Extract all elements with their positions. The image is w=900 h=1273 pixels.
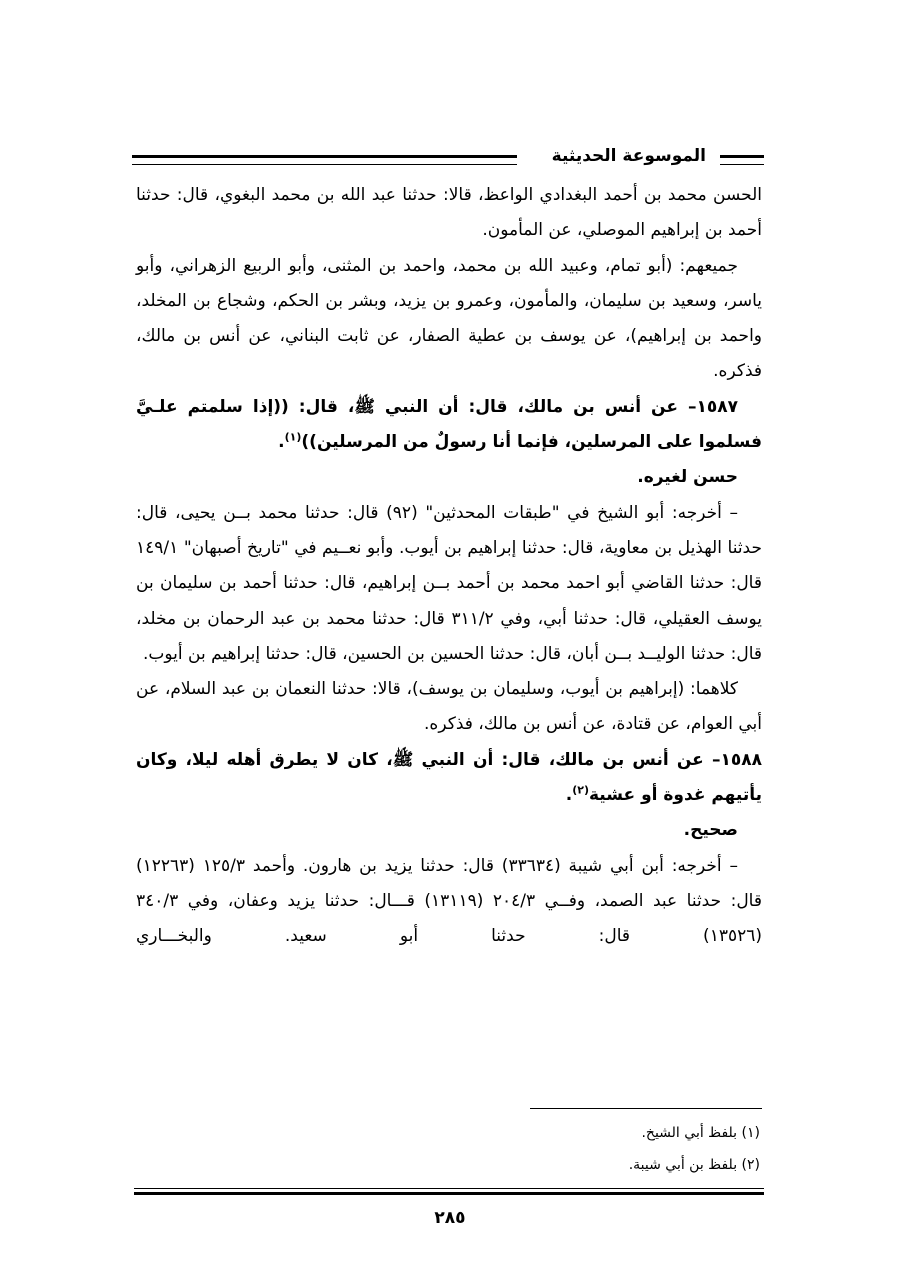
paragraph-kilahuma: كلاهما: (إبراهيم بن أيوب، وسليمان بن يوسف)، قالا: حدثنا النعمان بن عبد السلام، عن أبي العوام، عن قتادة، عن أنس بن مالك، فذكره. (136, 679, 762, 735)
hadith-1588 (136, 743, 762, 814)
footer-rule (134, 1188, 764, 1195)
footnote-separator (530, 1108, 762, 1109)
grading-1588: صحيح. (683, 820, 738, 841)
hadith-1587-end: . (278, 432, 285, 453)
header-rule-right (720, 155, 764, 165)
paragraph-jamiuhum: جميعهم: (أبو تمام، وعبيد الله بن محمد، واحمد بن المثنى، وأبو الربيع الزهراني، وأبو ياسر، وسعيد بن سليمان، والمأمون، وعمرو بن يزيد، وبشر بن الحكم، وشجاع بن المخلد، واحمد بن إبراهيم)، عن يوسف بن عطية الصفار، عن ثابت البناني، عن أنس بن مالك، فذكره. (136, 255, 762, 382)
body-text (136, 178, 762, 955)
header-rule-left (132, 155, 517, 165)
footnote-2: (٢) بلفظ بن أبي شيبة. (628, 1157, 760, 1173)
takhrij-1588: – أخرجه: أبن أبي شيبة (٣٣٦٣٤) قال: حدثنا يزيد بن هارون. وأحمد ١٢٥/٣ (١٢٢٦٣) قال: حدثنا عبد الصمد، وفــي ٢٠٤/٣ (١٣١١٩) قـــال: حدثنا يزيد وعفان، وفي ٣٤٠/٣ (١٣٥٢٦) قال: حدثنا أبو سعيد. والبخـــاري (136, 855, 762, 947)
hadith-1587 (136, 390, 762, 461)
running-header-title: الموسوعة الحديثية (551, 146, 706, 166)
grading-1587: حسن لغيره. (637, 467, 738, 488)
hadith-1588-text: ١٥٨٨– عن أنس بن مالك، قال: أن النبي ﷺ، كان لا يطرق أهله ليلا، وكان يأتيهم غدوة أو عشية (136, 749, 762, 806)
paragraph-isnad-continuation: الحسن محمد بن أحمد البغدادي الواعظ، قالا: حدثنا عبد الله بن محمد البغوي، قال: حدثنا أحمد بن إبراهيم الموصلي، عن المأمون. (136, 185, 762, 241)
footnote-ref-1: (١) (284, 430, 302, 444)
running-header (132, 146, 764, 174)
hadith-1588-end: . (565, 785, 573, 806)
hadith-1587-text: ١٥٨٧– عن أنس بن مالك، قال: أن النبي ﷺ، قال: ((إذا سلمتم علـيَّ فسلموا على المرسلين، فإنما أنا رسولٌ من المرسلين)) (136, 396, 762, 453)
page-number: ٢٨٥ (434, 1208, 466, 1228)
footnote-ref-2: (٢) (572, 783, 589, 797)
footnote-1: (١) بلفظ أبي الشيخ. (641, 1125, 760, 1141)
takhrij-1587: – أخرجه: أبو الشيخ في "طبقات المحدثين" (٩٢) قال: حدثنا محمد بــن يحيى، قال: حدثنا الهذيل بن معاوية، قال: حدثنا إبراهيم بن أيوب. وأبو نعــيم في "تاريخ أصبهان" ١٤٩/١ قال: حدثنا القاضي أبو احمد محمد بن أحمد بــن إبراهيم، قال: حدثنا أحمد بن سليمان بن يوسف العقيلي، قال: حدثنا أبي، وفي ٣١١/٢ قال: حدثنا محمد بن عبد الرحمان بن مخلد، قال: حدثنا الوليــد بــن أبان، قال: حدثنا الحسين بن الحسين، قال: حدثنا إبراهيم بن أيوب. (136, 502, 762, 664)
